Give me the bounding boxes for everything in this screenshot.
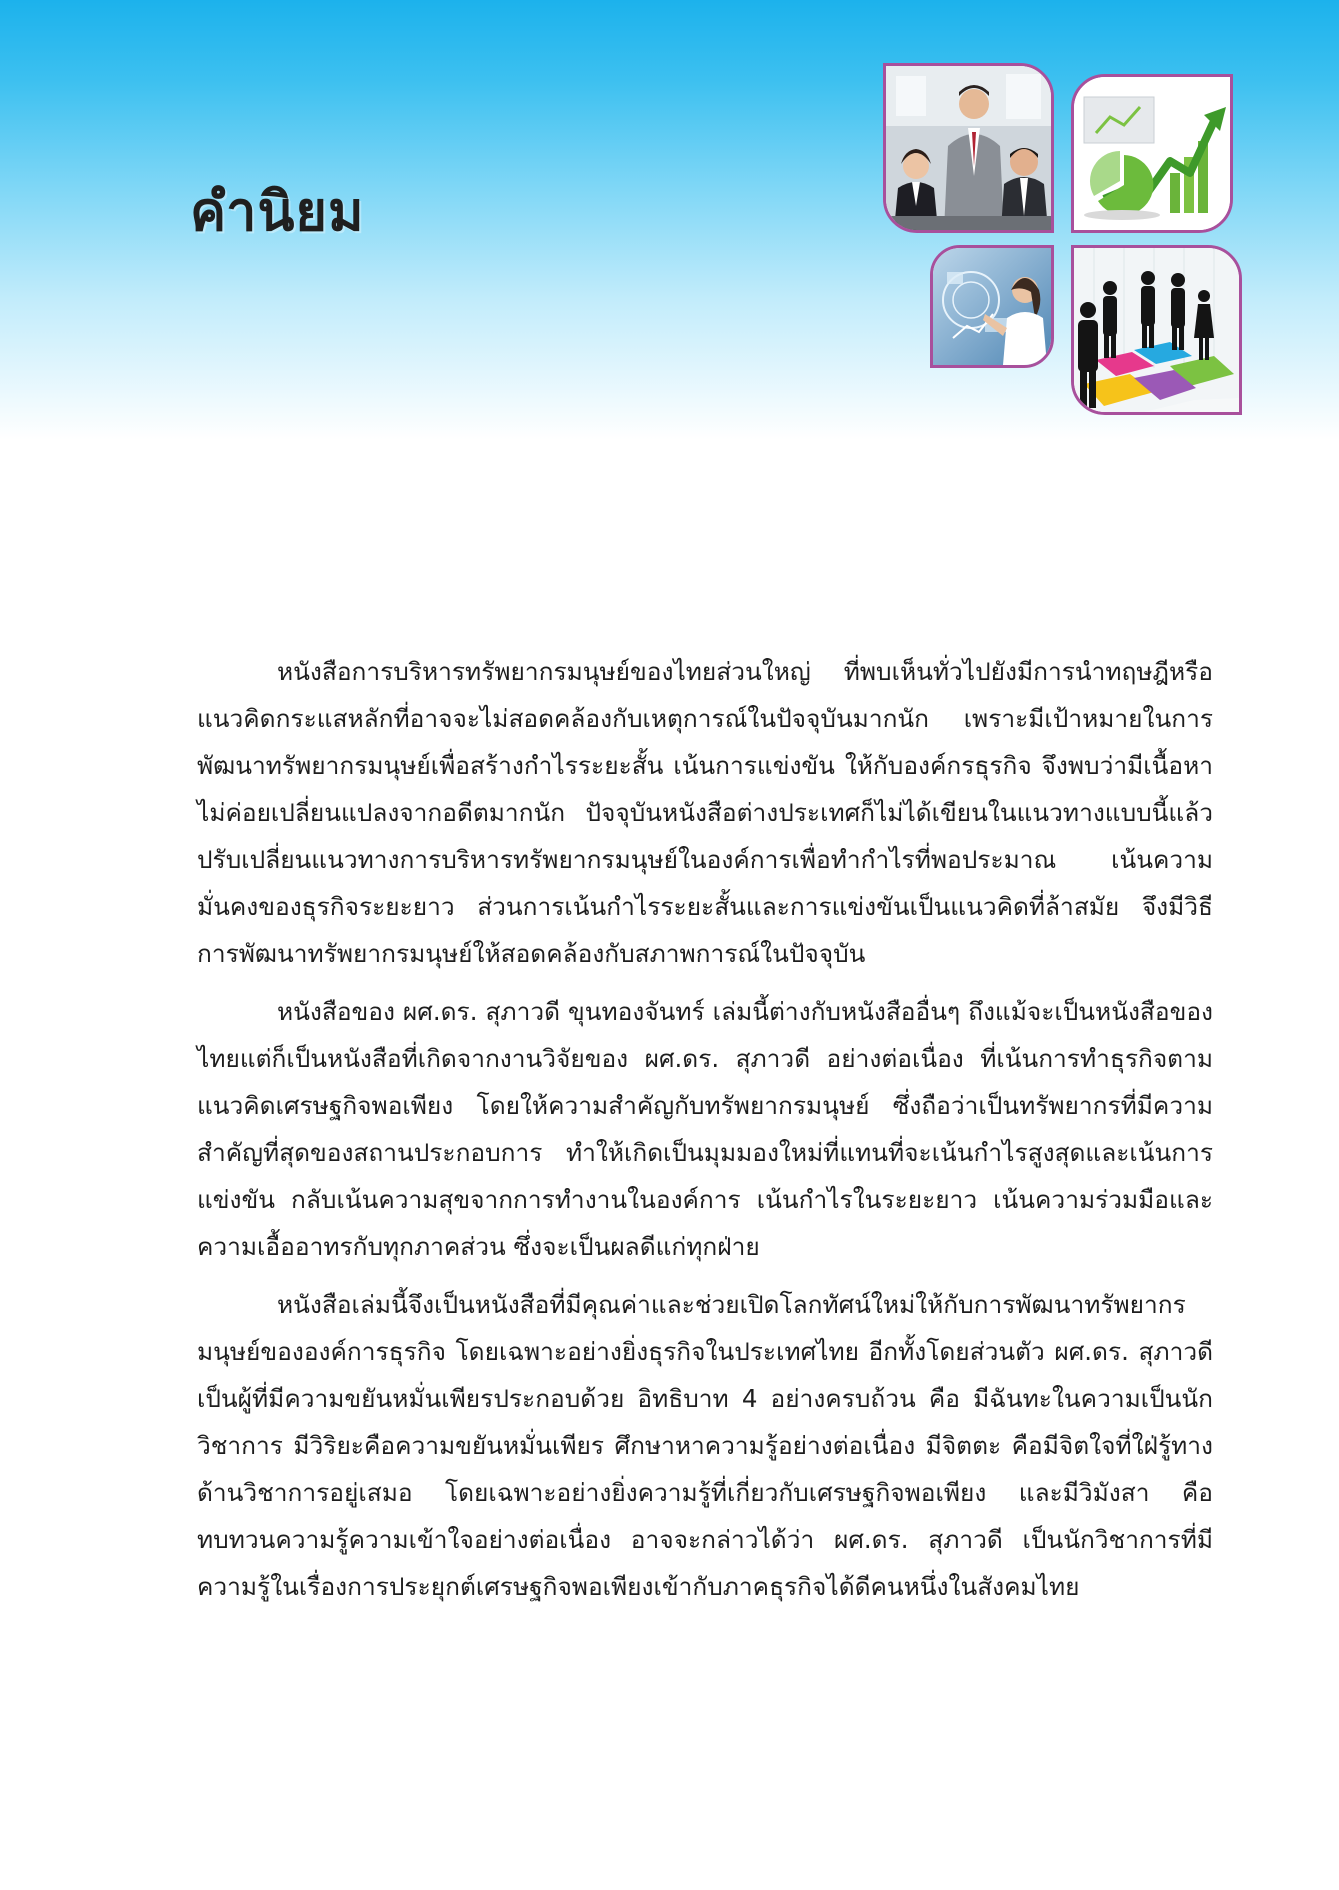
page-title: คำนิยม xyxy=(190,180,365,243)
people-on-pedestals-photo xyxy=(1071,245,1242,415)
touchscreen-photo xyxy=(930,245,1054,368)
paragraph: หนังสือการบริหารทรัพยากรมนุษย์ของไทยส่วนใหญ่ ที่พบเห็นทั่วไปยังมีการนำทฤษฎีหรือแนวคิดกระแสหลักที่อาจจะไม่สอดคล้องกับเหตุการณ์ในปัจจุบันมากนัก เพราะมีเป้าหมายในการพัฒนาทรัพยากรมนุษย์เพื่อสร้างกำไรระยะสั้น เน้นการแข่งขัน ให้กับองค์กรธุรกิจ จึงพบว่ามีเนื้อหาไม่ค่อยเปลี่ยนแปลงจากอดีตมากนัก ปัจจุบันหนังสือต่างประเทศก็ไม่ได้เขียนในแนวทางแบบนี้แล้ว ปรับเปลี่ยนแนวทางการบริหารทรัพยากรมนุษย์ในองค์การเพื่อทำกำไรที่พอประมาณ เน้นความมั่นคงของธุรกิจระยะยาว ส่วนการเน้นกำไรระยะสั้นและการแข่งขันเป็นแนวคิดที่ล้าสมัย จึงมีวิธีการพัฒนาทรัพยากรมนุษย์ให้สอดคล้องกับสภาพการณ์ในปัจจุบัน xyxy=(197,657,1213,968)
business-team-photo xyxy=(883,63,1054,233)
paragraph: หนังสือเล่มนี้จึงเป็นหนังสือที่มีคุณค่าและช่วยเปิดโลกทัศน์ใหม่ให้กับการพัฒนาทรัพยากรมนุษย์ขององค์การธุรกิจ โดยเฉพาะอย่างยิ่งธุรกิจในประเทศไทย อีกทั้งโดยส่วนตัว ผศ.ดร. สุภาวดี เป็นผู้ที่มีความขยันหมั่นเพียรประกอบด้วย อิทธิบาท 4 อย่างครบถ้วน คือ มีฉันทะในความเป็นนักวิชาการ มีวิริยะคือความขยันหมั่นเพียร ศึกษาหาความรู้อย่างต่อเนื่อง มีจิตตะ คือมีจิตใจที่ใฝ่รู้ทางด้านวิชาการอยู่เสมอ โดยเฉพาะอย่างยิ่งความรู้ที่เกี่ยวกับเศรษฐกิจพอเพียง และมีวิมังสา คือ ทบทวนความรู้ความเข้าใจอย่างต่อเนื่อง อาจจะกล่าวได้ว่า ผศ.ดร. สุภาวดี เป็นนักวิชาการที่มีความรู้ในเรื่องการประยุกต์เศรษฐกิจพอเพียงเข้ากับภาคธุรกิจได้ดีคนหนึ่งในสังคมไทย xyxy=(197,1290,1213,1601)
growth-chart-photo xyxy=(1071,74,1233,233)
foreword-body xyxy=(197,648,1213,1621)
paragraph: หนังสือของ ผศ.ดร. สุภาวดี ขุนทองจันทร์ เล่มนี้ต่างกับหนังสืออื่นๆ ถึงแม้จะเป็นหนังสือของไทยแต่ก็เป็นหนังสือที่เกิดจากงานวิจัยของ ผศ.ดร. สุภาวดี อย่างต่อเนื่อง ที่เน้นการทำธุรกิจตามแนวคิดเศรษฐกิจพอเพียง โดยให้ความสำคัญกับทรัพยากรมนุษย์ ซึ่งถือว่าเป็นทรัพยากรที่มีความสำคัญที่สุดของสถานประกอบการ ทำให้เกิดเป็นมุมมองใหม่ที่แทนที่จะเน้นกำไรสูงสุดและเน้นการแข่งขัน กลับเน้นความสุขจากการทำงานในองค์การ เน้นกำไรในระยะยาว เน้นความร่วมมือและความเอื้ออาทรกับทุกภาคส่วน ซึ่งจะเป็นผลดีแก่ทุกฝ่าย xyxy=(197,997,1213,1261)
